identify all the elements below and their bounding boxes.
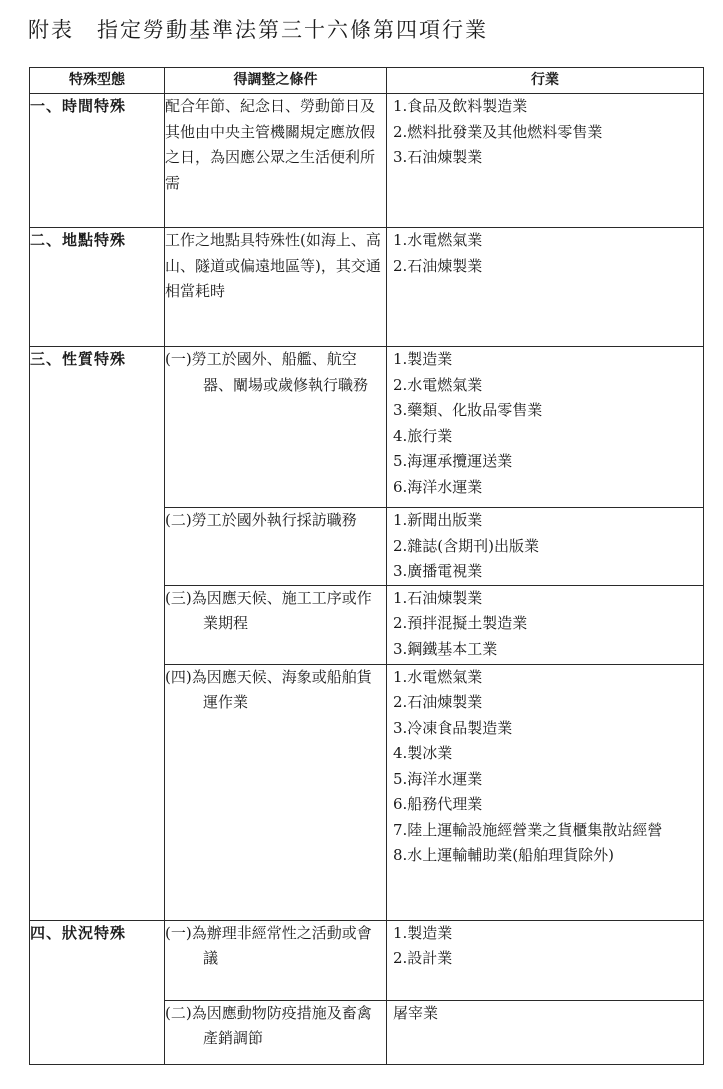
list-item: 3.藥類、化妝品零售業 [393, 401, 543, 419]
condition-text: (一)為辦理非經常性之活動或會議 [165, 923, 372, 967]
industry-cell [387, 585, 704, 664]
condition-text: (二)為因應動物防疫措施及畜禽產銷調節 [165, 1003, 372, 1047]
condition-cell [165, 347, 387, 508]
industry-cell [387, 508, 704, 586]
list-item: 1.新聞出版業 [393, 511, 483, 529]
list-item: 4.旅行業 [393, 426, 453, 445]
list-item: 2.預拌混擬土製造業 [393, 614, 528, 632]
list-item: 2.水電燃氣業 [393, 375, 483, 394]
table-row [30, 1000, 704, 1064]
industry-table [29, 67, 704, 1065]
list-item: 6.船務代理業 [393, 795, 483, 813]
industry-cell [387, 347, 704, 508]
type-label: 三、性質特殊 [30, 350, 127, 368]
industry-list [387, 94, 703, 171]
condition-cell [165, 920, 387, 1000]
condition-text: 配合年節、紀念日、勞動節日及其他由中央主管機關規定應放假之日，為因應公眾之生活便利所需 [165, 97, 376, 192]
list-item: 1.製造業 [393, 923, 453, 942]
list-item: 1.製造業 [393, 350, 453, 368]
page-title: 附表 指定勞動基準法第三十六條第四項行業 [28, 18, 488, 42]
condition-text: (三)為因應天候、施工工序或作業期程 [165, 588, 372, 632]
list-item: 4.製冰業 [393, 744, 453, 762]
table-row [30, 585, 704, 664]
type-cell [30, 664, 165, 920]
list-item: 2.石油煉製業 [393, 256, 483, 275]
condition-text: (二)勞工於國外執行採訪職務 [165, 511, 357, 529]
industry-cell [387, 664, 704, 920]
type-cell [30, 1000, 165, 1064]
condition-cell [165, 94, 387, 228]
type-cell [30, 508, 165, 586]
header-type: 特殊型態 [30, 68, 165, 94]
table-header-row [30, 68, 704, 94]
list-item: 5.海洋水運業 [393, 769, 483, 788]
list-item: 7.陸上運輸設施經營業之貨櫃集散站經營 [393, 820, 663, 839]
header-industry: 行業 [387, 68, 704, 94]
condition-cell [165, 228, 387, 347]
table-row [30, 664, 704, 920]
list-item: 3.冷凍食品製造業 [393, 718, 513, 737]
header-condition: 得調整之條件 [165, 68, 387, 94]
industry-list [387, 508, 703, 585]
industry-cell [387, 228, 704, 347]
table-row [30, 228, 704, 347]
industry-cell [387, 94, 704, 228]
table-row [30, 94, 704, 228]
table-row [30, 920, 704, 1000]
list-item: 5.海運承攬運送業 [393, 452, 513, 470]
industry-list [387, 586, 703, 663]
type-cell [30, 94, 165, 228]
list-item: 1.水電燃氣業 [393, 667, 483, 686]
condition-text: 工作之地點具特殊性(如海上、高山、隧道或偏遠地區等)，其交通相當耗時 [165, 231, 381, 300]
industry-list [387, 921, 703, 972]
list-item: 1.食品及飲料製造業 [393, 97, 528, 115]
list-item: 1.石油煉製業 [393, 588, 483, 607]
industry-cell [387, 920, 704, 1000]
condition-cell [165, 1000, 387, 1064]
type-label: 四、狀況特殊 [30, 923, 127, 942]
condition-cell [165, 664, 387, 920]
table-row [30, 347, 704, 508]
type-label: 二、地點特殊 [30, 231, 127, 249]
type-cell [30, 585, 165, 664]
type-cell [30, 920, 165, 1000]
type-cell [30, 228, 165, 347]
condition-text: (一)勞工於國外、船艦、航空器、闡場或歲修執行職務 [165, 350, 369, 394]
list-item: 8.水上運輸輔助業(船舶理貨除外) [393, 846, 615, 864]
list-item: 2.雜誌(含期刊)出版業 [393, 536, 540, 555]
list-item: 屠宰業 [393, 1003, 439, 1022]
list-item: 3.石油煉製業 [393, 148, 483, 166]
list-item: 2.設計業 [393, 949, 453, 967]
list-item: 2.石油煉製業 [393, 693, 483, 711]
list-item: 2.燃料批發業及其他燃料零售業 [393, 122, 603, 141]
table-row [30, 508, 704, 586]
industry-cell [387, 1000, 704, 1064]
industry-list [387, 1001, 703, 1027]
condition-cell [165, 585, 387, 664]
industry-list [387, 228, 703, 279]
condition-text: (四)為因應天候、海象或船舶貨運作業 [165, 667, 372, 711]
type-cell [30, 347, 165, 508]
condition-cell [165, 508, 387, 586]
industry-list [387, 347, 703, 500]
list-item: 6.海洋水運業 [393, 477, 483, 496]
list-item: 3.鋼鐵基本工業 [393, 639, 498, 658]
industry-list [387, 665, 703, 869]
list-item: 1.水電燃氣業 [393, 231, 483, 249]
type-label: 一、時間特殊 [30, 97, 127, 115]
list-item: 3.廣播電視業 [393, 562, 483, 580]
